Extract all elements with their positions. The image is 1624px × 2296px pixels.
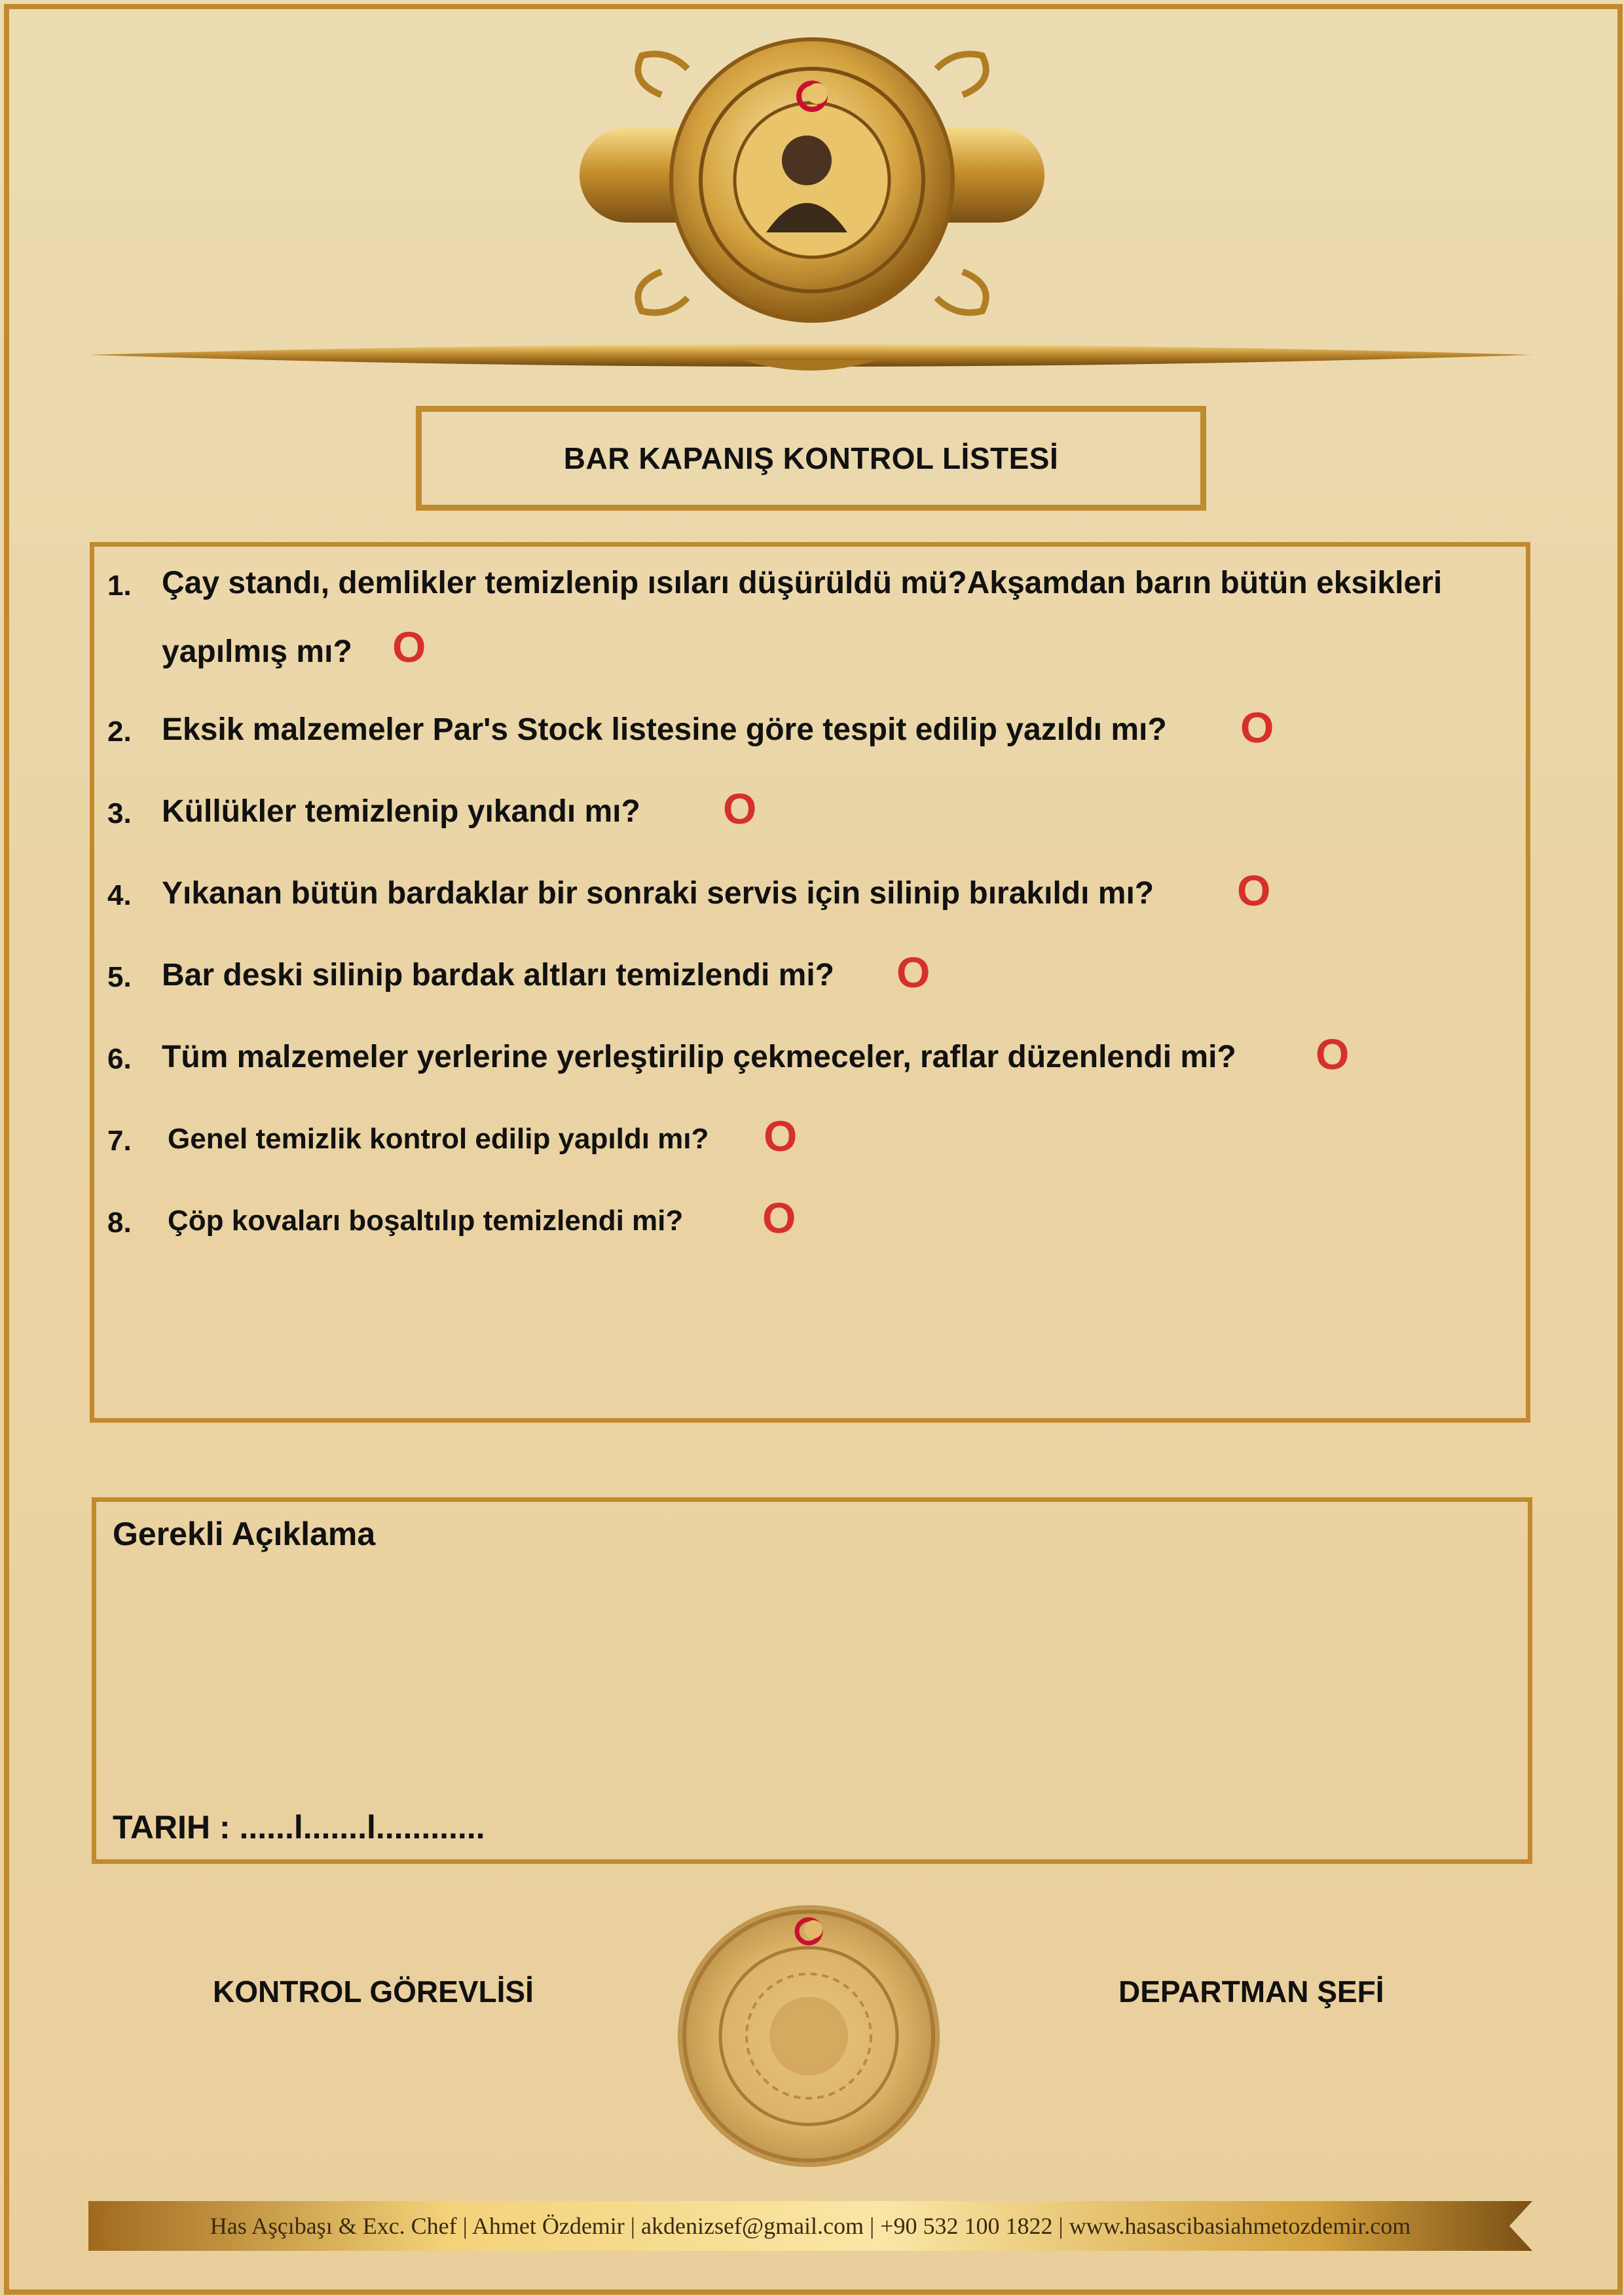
item-number: 7. <box>107 1125 132 1157</box>
checkbox-mark-4[interactable]: O <box>1237 866 1271 915</box>
item-number: 4. <box>107 879 132 911</box>
date-field[interactable]: TARIH : ......l.......l............ <box>113 1809 485 1846</box>
item-number: 5. <box>107 961 132 993</box>
checklist-item-2: Eksik malzemeler Par's Stock listesine göre tespit edilip yazıldı mı? <box>162 712 1167 747</box>
checklist-item-1-line2: yapılmış mı? <box>162 634 352 669</box>
checkbox-mark-6[interactable]: O <box>1316 1030 1350 1078</box>
item-number: 3. <box>107 797 132 829</box>
checklist-item-6: Tüm malzemeler yerlerine yerleştirilip çekmeceler, raflar düzenlendi mi? <box>162 1040 1236 1074</box>
checklist-item-8: Çöp kovaları boşaltılıp temizlendi mi? <box>168 1205 684 1237</box>
footer-contact-text: Has Aşçıbaşı & Exc. Chef | Ahmet Özdemir | akdenizsef@gmail.com | +90 532 100 1822 | www.hasascibasiahmetozdemir.com <box>210 2213 1411 2239</box>
item-number: 8. <box>107 1207 132 1239</box>
checklist-item-7: Genel temizlik kontrol edilip yapıldı mı? <box>168 1123 709 1155</box>
checkbox-mark-7[interactable]: O <box>764 1112 798 1160</box>
notes-box[interactable] <box>92 1497 1532 1864</box>
checklist-item-1-line1: Çay standı, demlikler temizlenip ısıları düşürüldü mü?Akşamdan barın bütün eksikleri <box>162 566 1443 600</box>
notes-title: Gerekli Açıklama <box>113 1516 376 1552</box>
checkbox-mark-2[interactable]: O <box>1240 703 1274 752</box>
signature-label-department-chief: DEPARTMAN ŞEFİ <box>1118 1975 1384 2009</box>
checklist-item-4: Yıkanan bütün bardaklar bir sonraki servis için silinip bırakıldı mı? <box>162 876 1154 911</box>
item-number: 1. <box>107 570 132 602</box>
item-number: 6. <box>107 1043 132 1075</box>
document-title: BAR KAPANIŞ KONTROL LİSTESİ <box>563 441 1059 475</box>
checkbox-mark-5[interactable]: O <box>896 948 931 996</box>
checklist-item-3: Küllükler temizlenip yıkandı mı? <box>162 794 640 829</box>
checkbox-mark-1[interactable]: O <box>392 623 426 671</box>
item-number: 2. <box>107 716 132 748</box>
header-emblem-logo <box>576 36 1048 331</box>
checklist-item-5: Bar deski silinip bardak altları temizlendi mi? <box>162 958 834 993</box>
signature-label-inspector: KONTROL GÖREVLİSİ <box>213 1975 534 2009</box>
ornamental-divider <box>88 340 1532 381</box>
checkbox-mark-3[interactable]: O <box>723 784 757 833</box>
seal-stamp <box>674 1902 943 2170</box>
checklist-box <box>90 542 1530 1423</box>
checkbox-mark-8[interactable]: O <box>762 1194 796 1242</box>
document-title-box <box>416 406 1206 511</box>
